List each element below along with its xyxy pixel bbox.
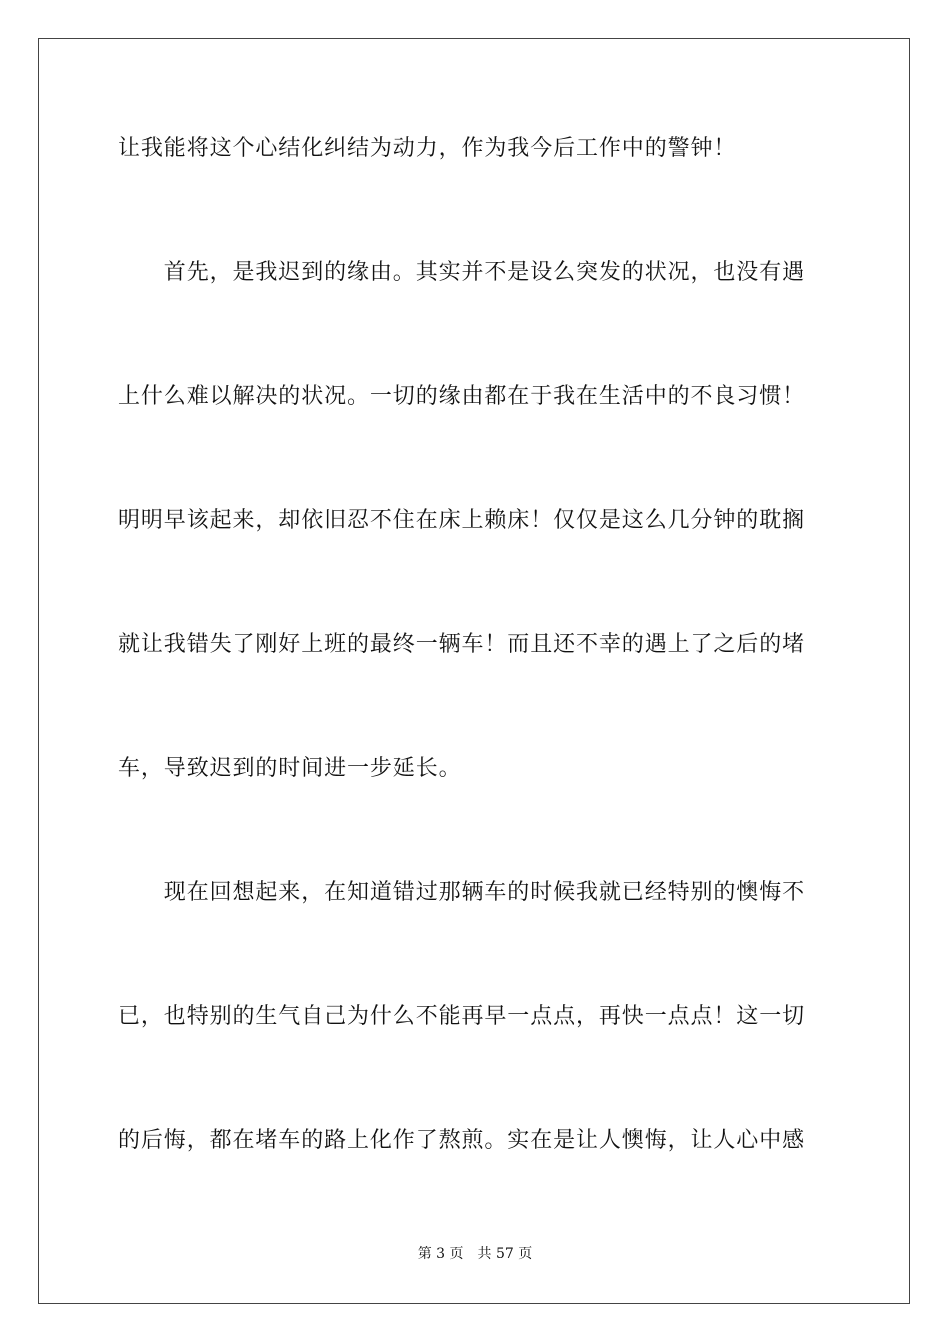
body-text-line: 首先，是我迟到的缘由。其实并不是设么突发的状况，也没有遇 <box>118 260 806 285</box>
body-text-line: 已，也特别的生气自己为什么不能再早一点点，再快一点点！这一切 <box>118 1004 806 1029</box>
body-text-line: 车，导致迟到的时间进一步延长。 <box>118 756 462 781</box>
body-text-line: 现在回想起来，在知道错过那辆车的时候我就已经特别的懊悔不 <box>118 880 806 905</box>
body-text-line: 上什么难以解决的状况。一切的缘由都在于我在生活中的不良习惯！ <box>118 384 806 409</box>
page-border <box>38 38 910 1304</box>
page-number-footer: 第 3 页 共 57 页 <box>417 1246 533 1262</box>
body-text-line: 就让我错失了刚好上班的最终一辆车！而且还不幸的遇上了之后的堵 <box>118 632 806 657</box>
body-text-line: 明明早该起来，却依旧忍不住在床上赖床！仅仅是这么几分钟的耽搁 <box>118 508 806 533</box>
body-text-line: 的后悔，都在堵车的路上化作了熬煎。实在是让人懊悔，让人心中感 <box>118 1128 806 1153</box>
body-text-line: 让我能将这个心结化纠结为动力，作为我今后工作中的警钟！ <box>118 136 737 161</box>
